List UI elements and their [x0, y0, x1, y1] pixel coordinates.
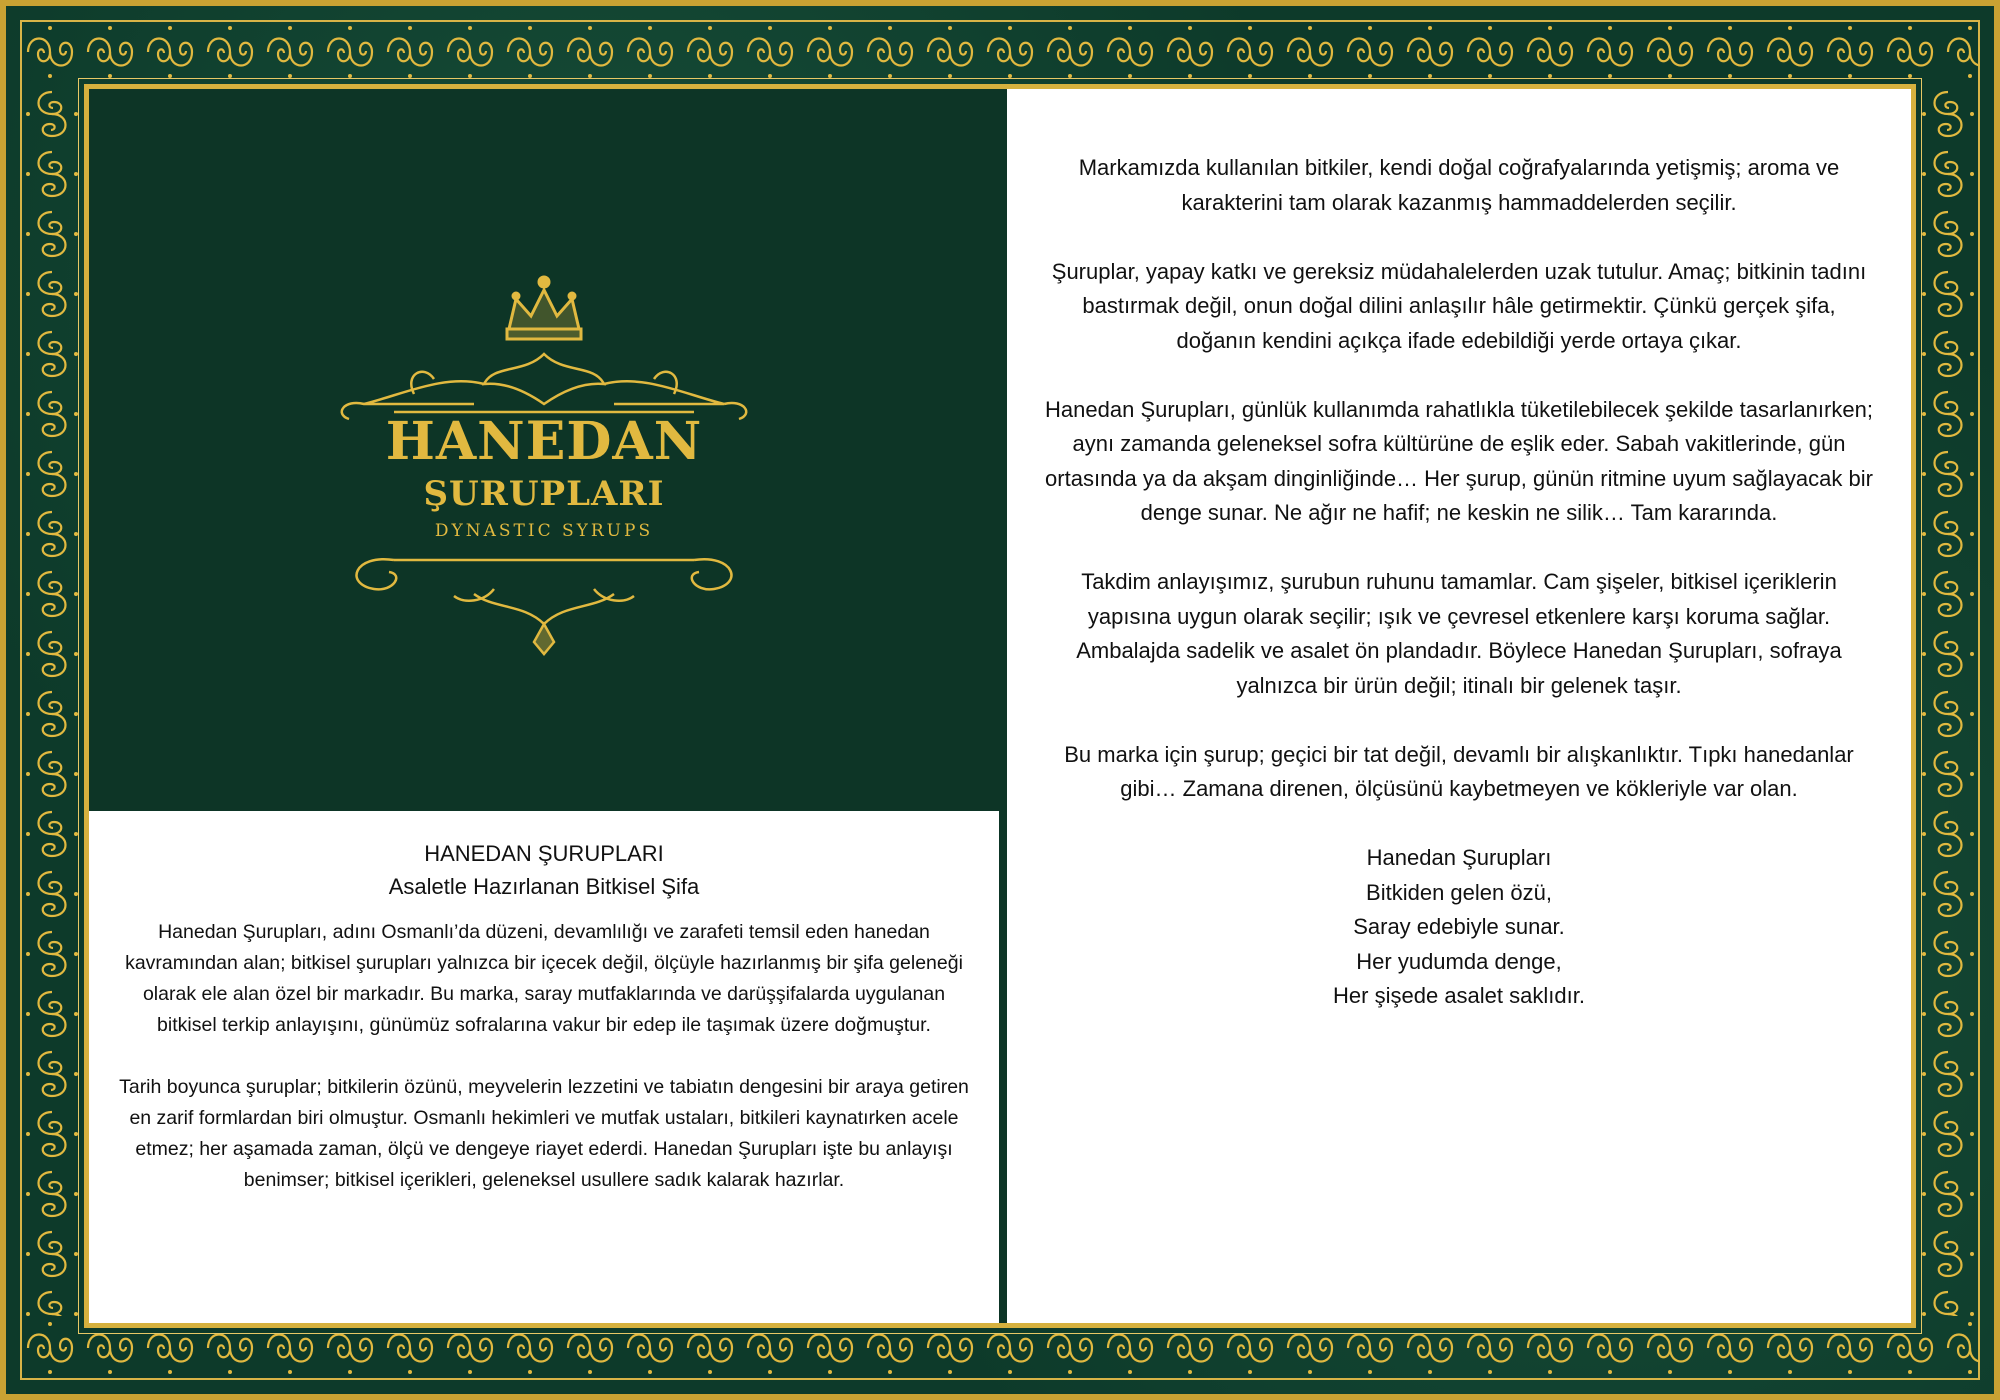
- poem-line: Saray edebiyle sunar.: [1353, 914, 1565, 939]
- body-paragraph-5: Bu marka için şurup; geçici bir tat değil, devamlı bir alışkanlıktır. Tıpkı hanedanlar gibi… Zamana direnen, ölçüsünü kaybetmeyen ve kökleriyle var olan.: [1064, 741, 1854, 801]
- ornament-band-top: [20, 20, 1980, 84]
- right-column: [1007, 89, 1911, 1323]
- body-paragraph-3: Hanedan Şurupları, günlük kullanımda rahatlıkla tüketilebilecek şekilde tasarlanırken; aynı zamanda geleneksel sofra kültürüne de eşlik eder. Sabah vakitlerinde, gün ortasında ya da akşam dinginliğinde… Her şurup, günün ritmine uyum sağlayacak bir denge sunar. Ne ağır ne hafif; ne keskin ne silik… Tam kararında.: [1045, 396, 1873, 525]
- ornament-band-right: [1916, 84, 1980, 1316]
- poem-line: Bitkiden gelen özü,: [1366, 879, 1552, 905]
- crown-icon: [507, 277, 581, 339]
- poem-line: Hanedan Şurupları: [1366, 845, 1552, 870]
- intro-heading: [89, 837, 999, 903]
- intro-heading-subtitle: Asaletle Hazırlanan Bitkisel Şifa: [388, 874, 700, 899]
- scroll-ornament-right: [1916, 84, 1980, 1316]
- brand-name: HANEDAN: [385, 411, 703, 472]
- scroll-ornament-left: [20, 84, 84, 1316]
- closing-poem: [1043, 841, 1875, 1014]
- poem-line: Her yudumda denge,: [1356, 948, 1562, 974]
- body-paragraph-1: Markamızda kullanılan bitkiler, kendi doğal coğrafyalarında yetişmiş; aroma ve karakterini tam olarak kazanmış hammaddelerden seçilir.: [1078, 155, 1840, 215]
- body-paragraph-4: Takdim anlayışımız, şurubun ruhunu tamamlar. Cam şişeler, bitkisel içeriklerin yapısına uygun olarak seçilir; ışık ve çevresel etkenlere karşı koruma sağlar. Ambalajda sadelik ve asalet ön plandadır. Böylece Hanedan Şurupları, sofraya yalnızca bir ürün değil; itinalı bir gelenek taşır.: [1076, 569, 1842, 698]
- brand-tagline: DYNASTIC SYRUPS: [434, 521, 654, 541]
- ornament-band-left: [20, 84, 84, 1316]
- body-paragraph-2: Şuruplar, yapay katkı ve gereksiz müdahalelerden uzak tutulur. Amaç; bitkinin tadını bastırmak değil, onun doğal dilini anlaşılır hâle getirmektir. Çünkü gerçek şifa, doğanın kendini açıkça ifade edebildiği yerde ortaya çıkar.: [1051, 258, 1867, 353]
- lower-ornament-icon: [357, 559, 732, 654]
- column-divider: [999, 89, 1007, 1323]
- brand-subname: ŞURUPLARI: [423, 474, 665, 514]
- logo-panel: [89, 89, 999, 811]
- intro-text: [89, 811, 999, 1323]
- intro-paragraph-2: Tarih boyunca şuruplar; bitkilerin özünü, meyvelerin lezzetini ve tabiatın dengesini bir araya getiren en zarif formlardan biri olmuştur. Osmanlı hekimleri ve mutfak ustaları, bitkileri kaynatırken acele etmez; her aşamada zaman, ölçü ve dengeye riayet ederdi. Hanedan Şurupları işte bu anlayışı benimser; bitkisel içerikleri, geleneksel usullere sadık kalarak hazırlar.: [119, 1076, 969, 1191]
- left-column: [89, 89, 999, 1323]
- content-card: [84, 84, 1916, 1328]
- intro-paragraph-1: Hanedan Şurupları, adını Osmanlı’da düzeni, devamlılığı ve zarafeti temsil eden hanedan kavramından alan; bitkisel şurupları yalnızca bir içecek değil, ölçüyle hazırlanmış bir şifa geleneği olarak ele alan özel bir markadır. Bu marka, saray mutfaklarında ve darüşşifalarda uygulanan bitkisel terkip anlayışını, günümüz sofralarına vakur bir edep ile taşımak üzere doğmuştur.: [125, 921, 963, 1036]
- poem-line: Her şişede asalet saklıdır.: [1333, 983, 1585, 1008]
- leaf-ornament-icon: [342, 354, 746, 419]
- intro-heading-title: HANEDAN ŞURUPLARI: [424, 841, 664, 866]
- scroll-ornament-top: [20, 20, 1980, 84]
